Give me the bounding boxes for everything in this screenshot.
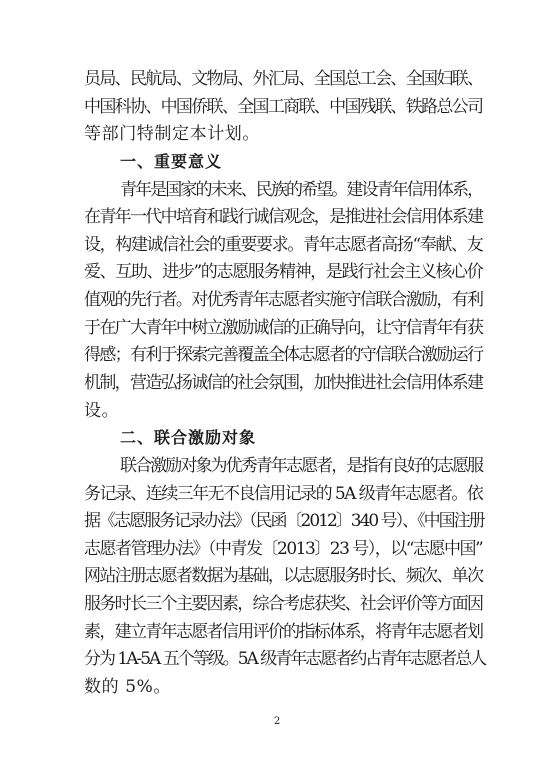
paragraph-line: 值观的先行者。对优秀青年志愿者实施守信联合激励，有利 (84, 290, 483, 310)
paragraph-line: 爱、互助、进步”的志愿服务精神，是践行社会主义核心价 (84, 262, 483, 282)
paragraph-line: 青年是国家的未来、民族的希望。建设青年信用体系， (120, 180, 483, 200)
paragraph-line: 素，建立青年志愿者信用评价的指标体系，将青年志愿者划 (84, 622, 483, 642)
intro-line: 等部门特制定本计划。 (84, 124, 260, 144)
intro-line: 中国科协、中国侨联、全国工商联、中国残联、铁路总公司 (84, 97, 483, 117)
intro-line: 员局、民航局、文物局、外汇局、全国总工会、全国妇联、 (84, 69, 483, 89)
paragraph-line: 设，构建诚信社会的重要要求。青年志愿者高扬“奉献、友 (84, 235, 483, 255)
section-heading-significance: 一、重要意义 (120, 152, 223, 171)
page-number: 2 (273, 716, 281, 727)
paragraph-line: 在青年一代中培育和践行诚信观念，是推进社会信用体系建 (84, 207, 483, 227)
paragraph-line: 分为 1A-5A 五个等级。5A 级青年志愿者约占青年志愿者总人 (84, 649, 486, 669)
paragraph-line: 务记录、连续三年无不良信用记录的 5A 级青年志愿者。依 (84, 484, 483, 504)
paragraph-line: 联合激励对象为优秀青年志愿者，是指有良好的志愿服 (120, 456, 483, 476)
paragraph-line: 机制，营造弘扬诚信的社会氛围，加快推进社会信用体系建 (84, 373, 483, 393)
paragraph-line: 志愿者管理办法》（中青发〔2013〕23 号），以“志愿中国” (84, 539, 483, 559)
section-heading-incentive-targets: 二、联合激励对象 (120, 428, 257, 447)
paragraph-line: 服务时长三个主要因素，综合考虑获奖、社会评价等方面因 (84, 594, 483, 614)
paragraph-line: 据《志愿服务记录办法》（民函〔2012〕340 号）、《中国注册 (84, 511, 484, 531)
paragraph-line: 数的 5%。 (84, 677, 171, 697)
paragraph-line: 设。 (84, 401, 120, 421)
paragraph-line: 网站注册志愿者数据为基础，以志愿服务时长、频次、单次 (84, 566, 483, 586)
paragraph-line: 于在广大青年中树立激励诚信的正确导向，让守信青年有获 (84, 318, 483, 338)
paragraph-line: 得感；有利于探索完善覆盖全体志愿者的守信联合激励运行 (84, 345, 483, 365)
